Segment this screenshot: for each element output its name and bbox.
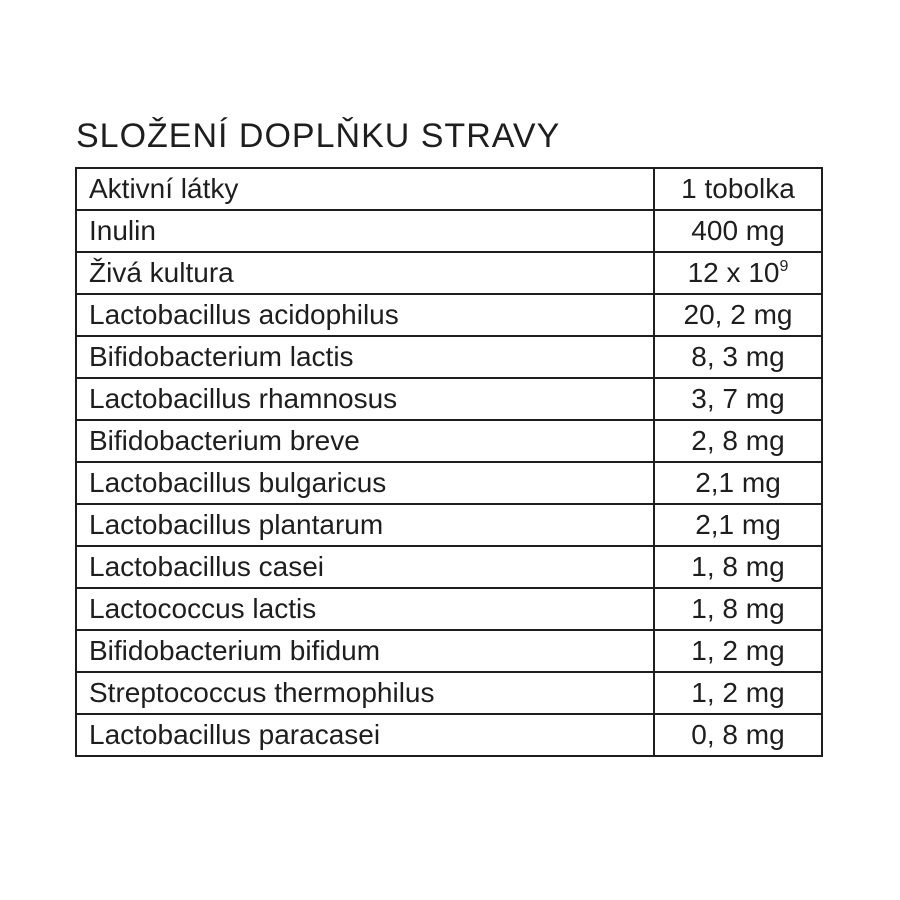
table-row bbox=[76, 252, 822, 294]
header-amount: 1 tobolka bbox=[654, 168, 822, 210]
substance-cell: Lactobacillus bulgaricus bbox=[76, 462, 654, 504]
substance-cell: Lactobacillus casei bbox=[76, 546, 654, 588]
table-row bbox=[76, 714, 822, 756]
substance-cell: Bifidobacterium bifidum bbox=[76, 630, 654, 672]
amount-cell: 2,1 mg bbox=[654, 462, 822, 504]
amount-exponent: 9 bbox=[779, 258, 789, 275]
amount-cell: 2,1 mg bbox=[654, 504, 822, 546]
amount-cell: 1, 2 mg bbox=[654, 630, 822, 672]
amount-cell: 20, 2 mg bbox=[654, 294, 822, 336]
table-row bbox=[76, 378, 822, 420]
amount-base: 12 x 10 bbox=[687, 257, 780, 288]
substance-cell: Lactobacillus acidophilus bbox=[76, 294, 654, 336]
amount-cell: 3, 7 mg bbox=[654, 378, 822, 420]
table-row bbox=[76, 294, 822, 336]
table-row bbox=[76, 504, 822, 546]
substance-cell: Streptococcus thermophilus bbox=[76, 672, 654, 714]
table-header-row bbox=[76, 168, 822, 210]
table-row bbox=[76, 546, 822, 588]
amount-cell: 2, 8 mg bbox=[654, 420, 822, 462]
amount-cell: 400 mg bbox=[654, 210, 822, 252]
substance-cell: Lactobacillus paracasei bbox=[76, 714, 654, 756]
substance-cell: Lactococcus lactis bbox=[76, 588, 654, 630]
substance-cell: Živá kultura bbox=[76, 252, 654, 294]
substance-cell: Lactobacillus rhamnosus bbox=[76, 378, 654, 420]
substance-cell: Bifidobacterium lactis bbox=[76, 336, 654, 378]
table-row bbox=[76, 588, 822, 630]
table-row bbox=[76, 420, 822, 462]
substance-cell: Inulin bbox=[76, 210, 654, 252]
table-row bbox=[76, 210, 822, 252]
substance-cell: Lactobacillus plantarum bbox=[76, 504, 654, 546]
page-title: SLOŽENÍ DOPLŇKU STRAVY bbox=[76, 117, 561, 155]
amount-cell: 8, 3 mg bbox=[654, 336, 822, 378]
composition-table bbox=[75, 167, 823, 757]
amount-cell bbox=[654, 252, 822, 294]
amount-cell: 1, 2 mg bbox=[654, 672, 822, 714]
table-row bbox=[76, 630, 822, 672]
amount-cell: 0, 8 mg bbox=[654, 714, 822, 756]
amount-cell: 1, 8 mg bbox=[654, 546, 822, 588]
table-row bbox=[76, 336, 822, 378]
composition-table-body bbox=[76, 168, 822, 756]
table-row bbox=[76, 462, 822, 504]
substance-cell: Bifidobacterium breve bbox=[76, 420, 654, 462]
header-substance: Aktivní látky bbox=[76, 168, 654, 210]
amount-cell: 1, 8 mg bbox=[654, 588, 822, 630]
table-row bbox=[76, 672, 822, 714]
